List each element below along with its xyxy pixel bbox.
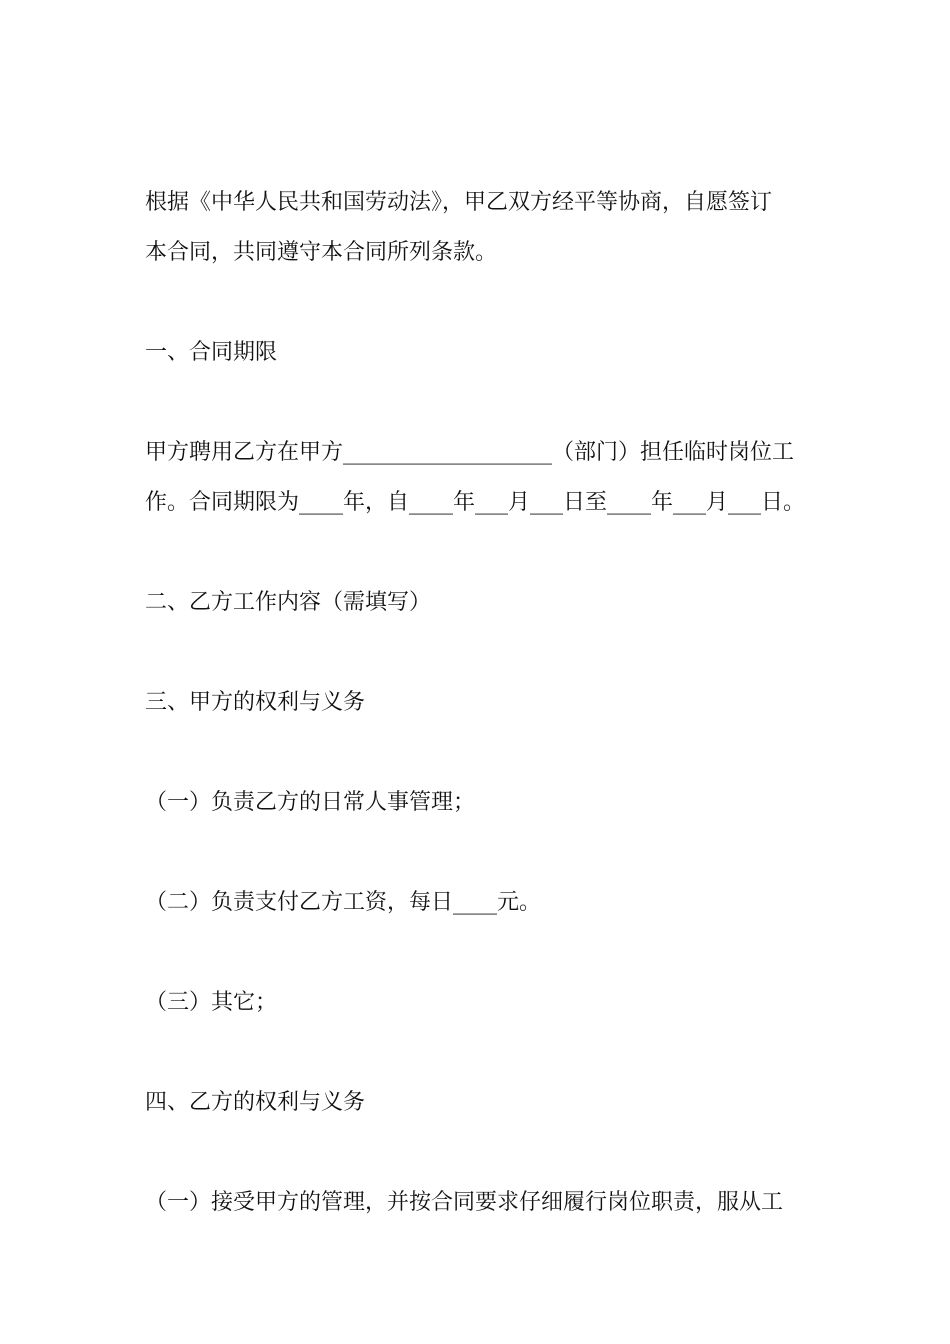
contract-term-line-2: 作。合同期限为____年，自____年___月___日至____年___月___日。 [145,490,806,515]
section-heading-3: 三、甲方的权利与义务 [145,690,366,715]
spacer [145,828,810,878]
spacer [145,1028,810,1078]
spacer [145,278,810,328]
spacer [145,628,810,678]
clause-b-1: （一）接受甲方的管理，并按合同要求仔细履行岗位职责，服从工 [145,1190,784,1215]
paragraph-intro-line-1: 根据《中华人民共和国劳动法》，甲乙双方经平等协商，自愿签订 [145,190,773,215]
spacer [145,378,810,428]
section-heading-4: 四、乙方的权利与义务 [145,1090,366,1115]
clause-a-3: （三）其它； [145,990,278,1015]
clause-a-1: （一）负责乙方的日常人事管理； [145,790,476,815]
paragraph-intro-line-2: 本合同，共同遵守本合同所列条款。 [145,240,498,265]
spacer [145,1128,810,1178]
spacer [145,928,810,978]
document-body [145,178,810,1228]
contract-term-line-1: 甲方聘用乙方在甲方___________________（部门）担任临时岗位工 [145,440,795,465]
spacer [145,728,810,778]
clause-a-2: （二）负责支付乙方工资，每日____元。 [145,890,542,915]
section-heading-2: 二、乙方工作内容（需填写） [145,590,432,615]
spacer [145,528,810,578]
section-heading-1: 一、合同期限 [145,340,278,365]
